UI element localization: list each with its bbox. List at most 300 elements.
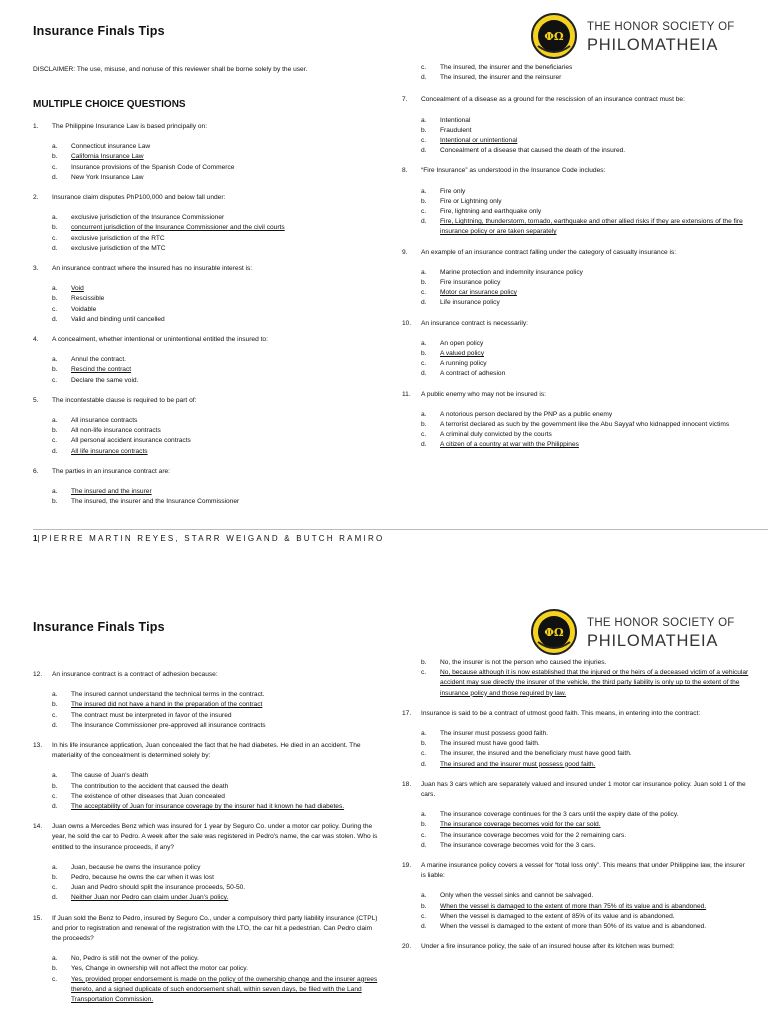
option-text: Declare the same void. <box>71 376 139 384</box>
option-letter: c. <box>421 912 427 920</box>
option-letter: d. <box>52 447 58 455</box>
option-text: Connecticut insurance Law <box>71 143 151 151</box>
answer-option <box>52 782 381 792</box>
option-letter: c. <box>421 431 427 439</box>
option-letter: b. <box>421 126 427 134</box>
option-letter: a. <box>421 730 427 738</box>
question <box>402 709 750 719</box>
option-letter: c. <box>421 208 427 216</box>
question-number: 17. <box>402 709 412 717</box>
answer-option <box>52 700 381 710</box>
logo-line-1: THE HONOR SOCIETY OF <box>587 21 735 33</box>
option-letter: a. <box>52 691 58 699</box>
option-text: An open policy <box>440 339 484 347</box>
question-number: 7. <box>402 96 408 104</box>
question-block <box>402 166 750 237</box>
correct-answer: The insured did not have a hand in the preparation of the contract <box>71 701 263 709</box>
option-letter: b. <box>421 659 427 666</box>
page-1-left-column <box>33 122 381 517</box>
option-letter: a. <box>52 417 58 425</box>
seal-letters: ΦΩ <box>544 626 564 639</box>
options-list <box>33 355 381 386</box>
question <box>33 670 381 680</box>
seal-letters: ΦΩ <box>544 30 564 43</box>
option-text: No, Pedro is still not the owner of the policy. <box>71 955 199 963</box>
option-text: Marine protection and indemnity insurance policy <box>440 268 583 276</box>
option-text: When the vessel is damaged to the extent of more than 50% of its value and is abandoned. <box>440 923 707 931</box>
logo-line-2: PHILOMATHEIA <box>587 36 719 54</box>
correct-answer: The insured and the insurer <box>71 488 152 496</box>
question-text: A public enemy who may not be insured is: <box>421 390 546 398</box>
answer-option <box>52 305 381 315</box>
question-number: 1. <box>33 123 39 130</box>
options-list <box>33 284 381 325</box>
answer-option <box>421 187 750 197</box>
option-text: The insured must have good faith. <box>440 740 540 748</box>
answer-option <box>52 365 381 375</box>
honor-society-logo <box>530 12 750 62</box>
option-text: The cause of Juan's death <box>71 772 149 780</box>
answer-option <box>421 116 750 126</box>
question-number: 14. <box>33 823 43 831</box>
options-list <box>402 891 750 932</box>
answer-option <box>52 426 381 436</box>
question-block <box>402 319 750 380</box>
option-letter: d. <box>421 147 427 155</box>
option-text: The insurer, the insured and the beneficiary must have good faith. <box>440 750 632 758</box>
answer-option <box>421 349 750 359</box>
option-letter: b. <box>52 153 58 161</box>
correct-answer: Motor car insurance policy <box>440 289 517 297</box>
option-letter: d. <box>52 721 58 729</box>
question-block <box>402 390 750 451</box>
correct-answer: The insured and the insurer must possess good faith. <box>440 760 596 768</box>
question-number: 8. <box>402 167 408 175</box>
honor-society-logo-page-2 <box>530 608 750 658</box>
answer-option <box>421 658 750 668</box>
answer-option <box>421 912 750 922</box>
question-number: 2. <box>33 194 39 202</box>
answer-option <box>52 487 381 497</box>
option-text: Valid and binding until cancelled <box>71 315 165 323</box>
page-2-right-column <box>402 658 750 962</box>
answer-option <box>421 278 750 288</box>
correct-answer: A valued policy <box>440 350 484 358</box>
question-text: An insurance contract is necessarily: <box>421 319 529 327</box>
option-text: A running policy <box>440 360 487 368</box>
option-letter: a. <box>421 339 427 347</box>
option-letter: c. <box>52 305 58 313</box>
answer-option <box>421 420 750 430</box>
option-text: Fire insurance policy <box>440 279 501 287</box>
seal-icon <box>530 12 578 60</box>
option-text: Fire, lightning and earthquake only <box>440 208 542 216</box>
footer-authors: PIERRE MARTIN REYES, STARR WEIGAND & BUTCH RAMIRO <box>41 534 385 543</box>
answer-option <box>421 63 750 73</box>
answer-option <box>52 142 381 152</box>
option-letter: c. <box>52 884 58 892</box>
correct-answer: Yes, provided proper endorsement is made on the policy of the ownership change and the insurer agrees thereto, and a signed duplicate of such endorsement shall, within seven days, be filed with the Land Transportation Commission. <box>71 975 378 1004</box>
option-letter: b. <box>52 295 58 303</box>
option-letter: a. <box>421 811 427 819</box>
option-text: The insured, the insurer and the beneficiaries <box>440 64 573 71</box>
option-text: Fraudulent <box>440 126 472 134</box>
option-text: The insured, the insurer and the reinsurer <box>440 74 562 82</box>
option-letter: d. <box>421 218 427 226</box>
option-letter: b. <box>52 427 58 435</box>
option-letter: c. <box>421 360 427 368</box>
answer-option <box>421 197 750 207</box>
answer-option <box>52 416 381 426</box>
question-text: The incontestable clause is required to be part of: <box>52 396 197 404</box>
answer-option <box>421 207 750 217</box>
question-block <box>402 248 750 309</box>
answer-option <box>421 339 750 349</box>
option-text: When the vessel is damaged to the extent of 85% of its value and is abandoned. <box>440 912 675 920</box>
question <box>33 335 381 345</box>
question <box>402 166 750 176</box>
answer-option <box>421 440 750 450</box>
answer-option <box>421 136 750 146</box>
question <box>402 319 750 329</box>
option-letter: a. <box>52 488 58 496</box>
option-letter: c. <box>52 792 58 800</box>
option-letter: a. <box>52 863 58 871</box>
option-text: Rescissible <box>71 295 105 303</box>
answer-option <box>421 369 750 379</box>
option-text: New York Insurance Law <box>71 173 144 181</box>
option-text: The insurance coverage becomes void for the 3 cars. <box>440 841 596 849</box>
answer-option <box>421 810 750 820</box>
option-text: Juan, because he owns the insurance policy <box>71 863 201 871</box>
answer-option <box>421 430 750 440</box>
answer-option <box>52 975 381 1006</box>
option-letter: d. <box>421 841 427 849</box>
correct-answer: A citizen of a country at war with the Philippines <box>440 441 579 449</box>
option-letter: a. <box>421 410 427 418</box>
question-text: Insurance claim disputes PhP100,000 and below fall under: <box>52 194 226 202</box>
question-number: 9. <box>402 248 408 256</box>
logo-line-2: PHILOMATHEIA <box>587 632 719 650</box>
answer-option <box>52 163 381 173</box>
answer-option <box>52 863 381 873</box>
option-text: The insured, the insurer and the Insurance Commissioner <box>71 498 240 506</box>
correct-answer: No, because although it is now established that the injured or the heirs of a deceased victim of a vehicular accident may sue directly the insurer of the vehicle, the third party liability is only up to the extent of the insurance policy and those required by law. <box>440 669 749 697</box>
question-text: An example of an insurance contract falling under the category of casualty insurance is: <box>421 248 677 256</box>
page-footer <box>33 534 384 543</box>
answer-option <box>52 436 381 446</box>
question-block <box>33 264 381 325</box>
options-list <box>33 954 381 1005</box>
option-letter: c. <box>421 64 427 71</box>
option-letter: b. <box>52 874 58 882</box>
answer-option <box>421 749 750 759</box>
correct-answer: The acceptability of Juan for insurance coverage by the insurer had it known he had diabetes. <box>71 803 345 811</box>
option-letter: c. <box>52 163 58 171</box>
correct-answer: The insurance coverage becomes void for the car sold. <box>440 821 601 829</box>
option-letter: a. <box>421 892 427 900</box>
correct-answer: Intentional or unintentional <box>440 137 518 145</box>
continued-options <box>402 63 750 83</box>
option-text: The existence of other diseases that Juan concealed <box>71 792 225 800</box>
options-list <box>402 339 750 380</box>
question-block <box>33 741 381 812</box>
question-number: 18. <box>402 780 412 788</box>
answer-option <box>52 771 381 781</box>
question-block <box>33 396 381 457</box>
answer-option <box>52 893 381 903</box>
answer-option <box>52 376 381 386</box>
document-page-2 <box>0 596 768 1024</box>
option-text: The insurer must possess good faith. <box>440 730 549 738</box>
question-number: 4. <box>33 336 39 344</box>
question-text: Concealment of a disease as a ground for the rescission of an insurance contract must be: <box>421 96 685 104</box>
correct-answer: Void <box>71 285 84 293</box>
option-letter: b. <box>52 498 58 506</box>
document-title: Insurance Finals Tips <box>33 24 165 38</box>
options-list <box>402 729 750 770</box>
option-letter: a. <box>52 285 58 293</box>
option-text: Life insurance policy <box>440 299 500 307</box>
question-text: Juan has 3 cars which are separately valued and insured under 1 motor car insurance policy. Juan sold 1 of the cars. <box>421 780 746 799</box>
option-letter: b. <box>421 902 427 910</box>
option-text: A contract of adhesion <box>440 370 506 378</box>
answer-option <box>421 126 750 136</box>
question-block <box>33 193 381 254</box>
question <box>33 822 381 853</box>
answer-option <box>52 173 381 183</box>
answer-option <box>421 410 750 420</box>
option-letter: d. <box>52 894 58 902</box>
question-number: 11. <box>402 390 411 398</box>
option-letter: a. <box>52 356 58 364</box>
options-list <box>33 771 381 812</box>
question-number: 15. <box>33 914 43 922</box>
option-text: The contract must be interpreted in favor of the insured <box>71 711 232 719</box>
option-letter: a. <box>421 268 427 276</box>
option-letter: d. <box>52 244 58 252</box>
question-block <box>33 670 381 731</box>
answer-option <box>421 841 750 851</box>
continued-options <box>402 658 750 699</box>
option-text: Fire or Lightning only <box>440 197 502 205</box>
document-title-page-2: Insurance Finals Tips <box>33 620 165 634</box>
answer-option <box>52 883 381 893</box>
options-list <box>402 116 750 157</box>
footer-rule <box>33 529 768 530</box>
question-text: An insurance contract is a contract of adhesion because: <box>52 671 218 678</box>
option-letter: c. <box>421 831 427 839</box>
option-letter: c. <box>52 975 58 983</box>
question-text: The parties in an insurance contract are: <box>52 467 171 475</box>
footer-separator: | <box>37 534 42 543</box>
answer-option <box>52 954 381 964</box>
option-letter: b. <box>52 224 58 232</box>
answer-option <box>421 902 750 912</box>
question-number: 3. <box>33 265 39 273</box>
option-letter: d. <box>421 74 427 82</box>
question-block <box>402 942 750 952</box>
option-text: Pedro, because he owns the car when it was lost <box>71 874 214 882</box>
question-block <box>402 780 750 851</box>
answer-option <box>421 831 750 841</box>
question-text: A concealment, whether intentional or unintentional entitled the insured to: <box>52 336 268 344</box>
option-text: exclusive jurisdiction of the MTC <box>71 244 166 252</box>
question-block <box>33 822 381 903</box>
correct-answer: When the vessel is damaged to the extent of more than 75% of its value and is abandoned. <box>440 902 707 910</box>
question-text: “Fire Insurance” as understood in the Insurance Code includes: <box>421 167 606 175</box>
page-2-left-column <box>33 670 381 1015</box>
question <box>33 741 381 761</box>
question <box>402 248 750 258</box>
option-text: No, the insurer is not the person who caused the injuries. <box>440 659 607 666</box>
answer-option <box>421 73 750 83</box>
option-letter: d. <box>421 441 427 449</box>
question-text: If Juan sold the Benz to Pedro, insured by Seguro Co., under a compulsory third party liability insurance (CTPL) and prior to registration and renewal of the registration with the LTO, the car hit a pedestrian. Can Pedro claim the proceeds? <box>52 914 378 943</box>
answer-option <box>52 223 381 233</box>
question <box>402 780 750 800</box>
option-letter: d. <box>421 760 427 768</box>
question-text: Under a fire insurance policy, the sale of an insured house after its kitchen was burned: <box>421 943 675 951</box>
question-block <box>402 95 750 156</box>
disclaimer: DISCLAIMER: The use, misuse, and nonuse of this reviewer shall be borne solely by the user. <box>33 66 308 73</box>
answer-option <box>421 359 750 369</box>
option-letter: a. <box>421 116 427 124</box>
option-letter: d. <box>421 370 427 378</box>
footer-page-number: 1 <box>33 534 38 543</box>
page-1-right-column <box>402 63 750 461</box>
question <box>402 861 750 881</box>
answer-option <box>52 792 381 802</box>
answer-option <box>421 668 750 699</box>
option-letter: b. <box>421 821 427 829</box>
option-text: All non-life insurance contracts <box>71 427 161 435</box>
option-letter: d. <box>52 803 58 811</box>
option-letter: c. <box>421 669 427 677</box>
option-text: A terrorist declared as such by the government like the Abu Sayyaf who kidnapped innocent victims <box>440 421 730 429</box>
option-text: Fire only <box>440 187 466 195</box>
question-number: 5. <box>33 396 39 404</box>
question-text: Insurance is said to be a contract of utmost good faith. This means, in entering into the contract: <box>421 709 701 717</box>
option-text: The Insurance Commissioner pre-approved all insurance contracts <box>71 721 266 729</box>
option-letter: b. <box>52 965 58 973</box>
correct-answer: California Insurance Law <box>71 153 144 161</box>
answer-option <box>421 298 750 308</box>
answer-option <box>52 355 381 365</box>
question-text: Juan owns a Mercedes Benz which was insured for 1 year by Seguro Co. under a motor car policy. During the year, he sold the car to Pedro. A week after the sale was registered in Pedro's name, the car was stolen. Who is entitled to the insurance proceeds, if any? <box>52 823 378 851</box>
option-letter: b. <box>421 279 427 287</box>
option-text: The insurance coverage continues for the 3 cars until the expiry date of the policy. <box>440 811 679 819</box>
question <box>33 914 381 945</box>
answer-option <box>421 146 750 156</box>
question-number: 10. <box>402 319 412 327</box>
option-text: Insurance provisions of the Spanish Code of Commerce <box>71 163 235 171</box>
option-letter: d. <box>421 923 427 931</box>
option-letter: d. <box>52 173 58 181</box>
question <box>402 390 750 400</box>
question-text: An insurance contract where the insured has no insurable interest is: <box>52 265 253 273</box>
options-list <box>402 268 750 309</box>
answer-option <box>52 213 381 223</box>
answer-option <box>52 234 381 244</box>
question-number: 13. <box>33 742 43 750</box>
option-letter: a. <box>52 772 58 780</box>
option-letter: c. <box>52 437 58 445</box>
answer-option <box>52 873 381 883</box>
question-block <box>402 861 750 932</box>
answer-option <box>421 729 750 739</box>
option-text: Only when the vessel sinks and cannot be salvaged. <box>440 892 594 900</box>
options-list <box>402 187 750 238</box>
question-block <box>33 467 381 508</box>
question-block <box>33 914 381 1006</box>
options-list <box>33 863 381 904</box>
option-letter: a. <box>421 187 427 195</box>
question <box>33 264 381 274</box>
option-text: The insurance coverage becomes void for the 2 remaining cars. <box>440 831 627 839</box>
answer-option <box>52 294 381 304</box>
option-text: Annul the contract. <box>71 356 126 364</box>
question-number: 6. <box>33 467 39 475</box>
option-letter: c. <box>52 376 58 384</box>
answer-option <box>52 244 381 254</box>
option-text: All personal accident insurance contracts <box>71 437 191 445</box>
option-text: A criminal duly convicted by the courts <box>440 431 552 439</box>
question-text: A marine insurance policy covers a vessel for “total loss only”. This means that under Philippine law, the insurer is liable: <box>421 862 745 880</box>
question <box>33 193 381 203</box>
option-letter: b. <box>421 740 427 748</box>
options-list <box>33 142 381 183</box>
options-list <box>33 213 381 254</box>
question <box>33 467 381 477</box>
answer-option <box>421 288 750 298</box>
seal-icon <box>530 608 578 656</box>
option-letter: b. <box>52 782 58 790</box>
option-text: exclusive jurisdiction of the RTC <box>71 234 165 242</box>
answer-option <box>52 711 381 721</box>
logo-line-1: THE HONOR SOCIETY OF <box>587 617 735 629</box>
option-letter: c. <box>52 234 58 242</box>
question <box>402 942 750 952</box>
question-block <box>33 122 381 183</box>
option-text: exclusive jurisdiction of the Insurance Commissioner <box>71 214 225 222</box>
option-text: A notorious person declared by the PNP as a public enemy <box>440 410 613 418</box>
option-letter: c. <box>421 289 427 297</box>
correct-answer: Rescind the contract <box>71 366 132 374</box>
option-letter: d. <box>421 299 427 307</box>
answer-option <box>421 739 750 749</box>
options-list <box>33 487 381 507</box>
answer-option <box>52 315 381 325</box>
option-text: Yes, Change in ownership will not affect the motor car policy. <box>71 965 248 973</box>
option-letter: c. <box>52 711 58 719</box>
option-letter: b. <box>52 701 58 709</box>
answer-option <box>52 284 381 294</box>
answer-option <box>52 497 381 507</box>
option-text: Intentional <box>440 116 471 124</box>
answer-option <box>421 922 750 932</box>
correct-answer: All life insurance contracts <box>71 447 148 455</box>
option-letter: a. <box>52 214 58 222</box>
option-text: All insurance contracts <box>71 417 138 425</box>
answer-option <box>421 268 750 278</box>
answer-option <box>421 217 750 237</box>
options-list <box>33 690 381 731</box>
question-block <box>33 335 381 386</box>
options-list <box>402 410 750 451</box>
answer-option <box>52 152 381 162</box>
option-letter: a. <box>52 143 58 151</box>
